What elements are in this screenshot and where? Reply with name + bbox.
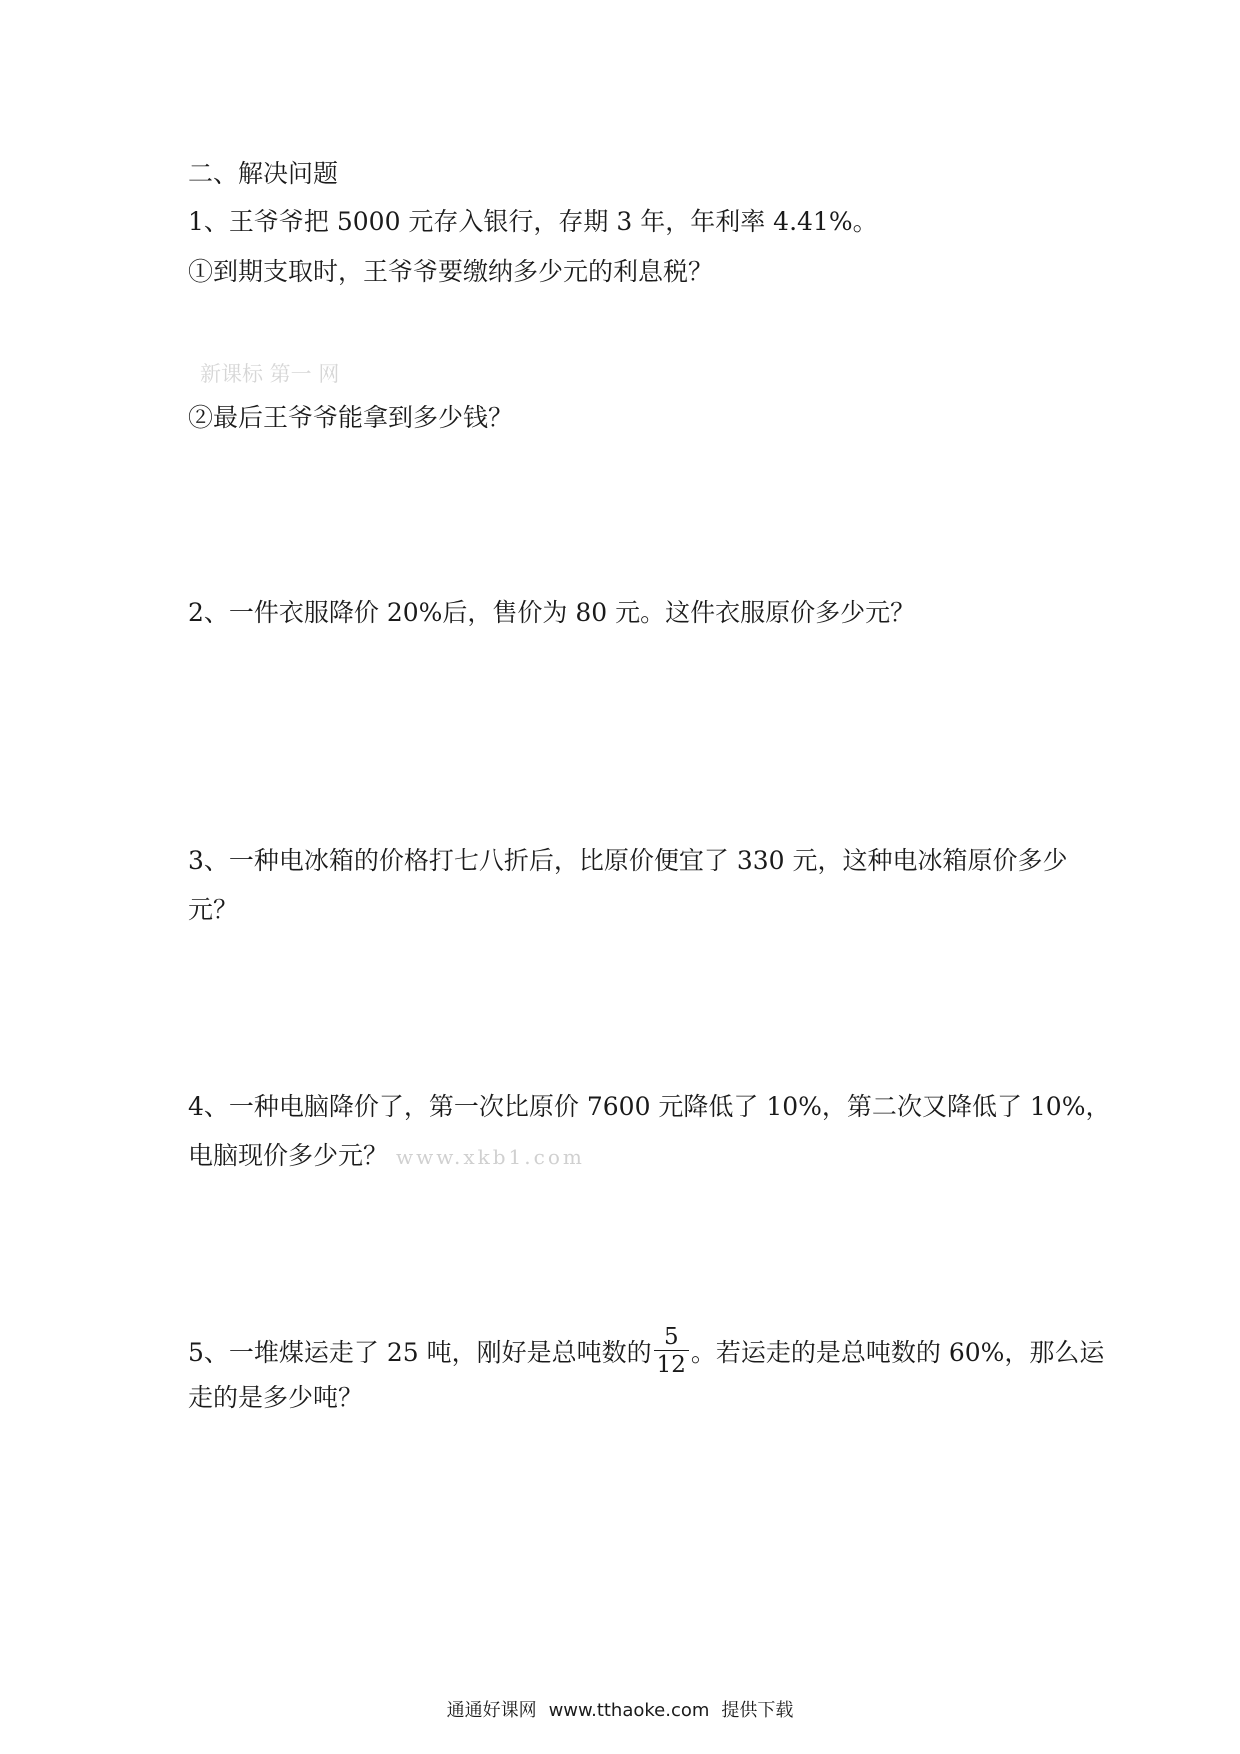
footer [0,1696,1240,1722]
question-4-text: 电脑现价多少元？ [188,1141,389,1170]
question-5-line-2: 走的是多少吨？ [188,1383,364,1412]
question-4-line-2 [188,1140,585,1173]
question-3-line-2: 元？ [188,895,239,924]
fraction [654,1324,689,1379]
question-1-part-1: ①到期支取时，王爷爷要缴纳多少元的利息税？ [188,257,714,286]
question-3-line-1: 3、一种电冰箱的价格打七八折后，比原价便宜了 330 元，这种电冰箱原价多少 [188,846,1068,875]
footer-suffix: 提供下载 [721,1700,794,1721]
question-1-part-2: ②最后王爷爷能拿到多少钱？ [188,403,514,432]
watermark-url: www.xkb1.com [396,1145,585,1169]
footer-url: www.tthaoke.com [548,1700,710,1721]
question-5-text-after: 。若运走的是总吨数的 60%，那么运 [690,1338,1105,1367]
footer-site-name: 通通好课网 [446,1700,537,1721]
fraction-denominator: 12 [656,1352,686,1378]
question-5-text-before: 5、一堆煤运走了 25 吨，刚好是总吨数的 [188,1338,652,1367]
section-title: 二、解决问题 [188,159,339,188]
question-4-line-1: 4、一种电脑降价了，第一次比原价 7600 元降低了 10%，第二次又降低了 10%， [188,1092,1111,1121]
question-5-line-1 [188,1324,1105,1382]
fraction-numerator: 5 [654,1324,689,1351]
question-2: 2、一件衣服降价 20%后，售价为 80 元。这件衣服原价多少元？ [188,598,916,627]
watermark-text: 新课标 第一 网 [200,362,340,386]
question-1: 1、王爷爷把 5000 元存入银行，存期 3 年，年利率 4.41%。 [188,207,878,236]
